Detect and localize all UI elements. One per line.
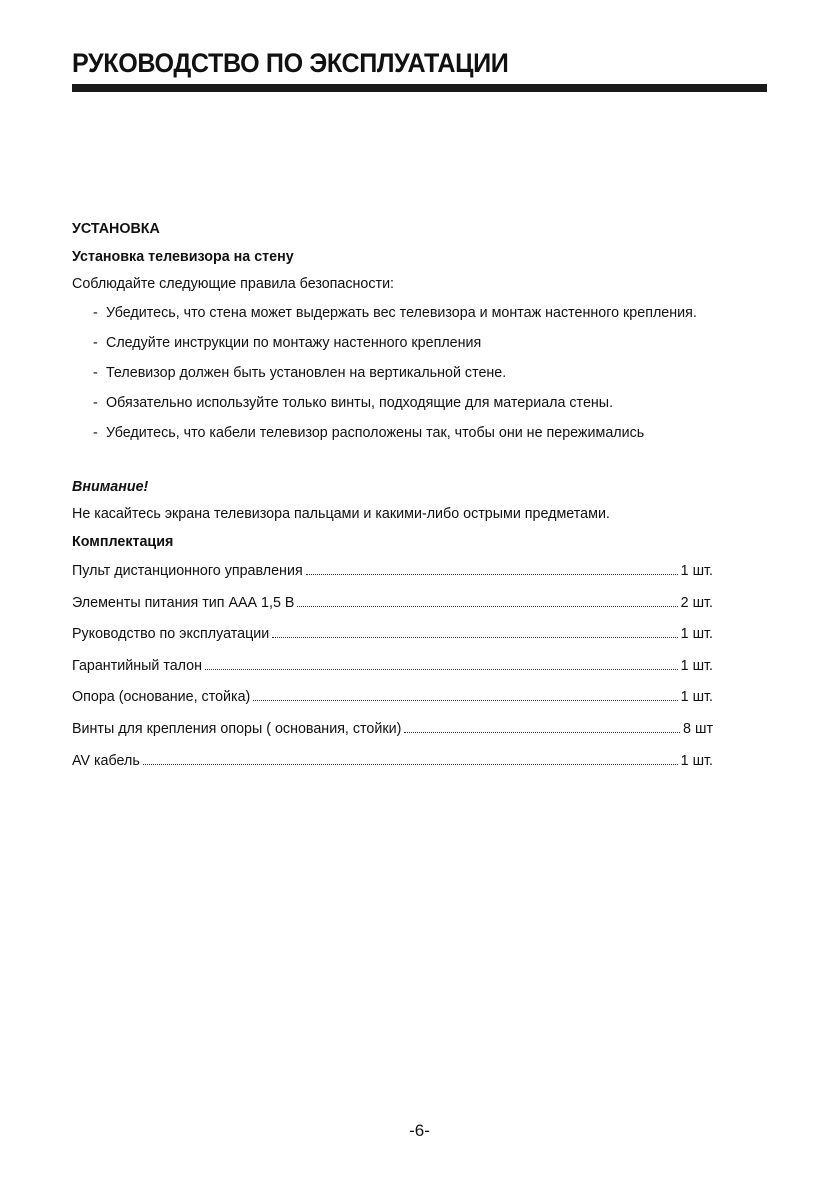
- kit-item-name: Гарантийный талон: [72, 657, 203, 674]
- kit-row: [72, 657, 713, 675]
- bullet-dash: -: [93, 335, 98, 351]
- dot-leader: [404, 732, 680, 733]
- list-item: [93, 334, 732, 352]
- kit-item-qty: 1 шт.: [680, 657, 713, 674]
- page-number: -6-: [409, 1121, 430, 1140]
- rule-text: Следуйте инструкции по монтажу настенного крепления: [106, 335, 482, 351]
- safety-intro: Соблюдайте следующие правила безопасности:: [72, 276, 395, 292]
- kit-item-qty: 1 шт.: [680, 563, 713, 579]
- kit-item-qty: 1 шт.: [680, 626, 713, 643]
- page-title: РУКОВОДСТВО ПО ЭКСПЛУАТАЦИИ: [72, 48, 509, 78]
- dot-leader: [297, 606, 677, 607]
- kit-item-name: Элементы питания тип ААА 1,5 В: [72, 594, 295, 611]
- warning-title: Внимание!: [72, 479, 149, 495]
- dot-leader: [306, 574, 678, 575]
- kit-item-name: AV кабель: [72, 752, 140, 769]
- dot-leader: [272, 637, 677, 638]
- kit-item-qty: 1 шт.: [680, 752, 713, 769]
- list-item: [93, 394, 732, 412]
- kit-item-name: Опора (основание, стойка): [72, 689, 251, 706]
- bullet-dash: -: [93, 365, 98, 381]
- dot-leader: [143, 764, 678, 765]
- kit-row: [72, 720, 713, 738]
- title-rule: [72, 84, 767, 92]
- kit-item-name: Руководство по эксплуатации: [72, 626, 270, 643]
- rule-text: Обязательно используйте только винты, подходящие для материала стены.: [106, 395, 614, 411]
- subsection-title: Установка телевизора на стену: [72, 249, 294, 265]
- bullet-dash: -: [93, 395, 98, 411]
- safety-rules-list: [72, 304, 732, 442]
- rule-text: Убедитесь, что стена может выдержать вес телевизора и монтаж настенного крепления.: [106, 305, 697, 321]
- kit-title: Комплектация: [72, 534, 174, 550]
- kit-row: [72, 594, 713, 612]
- kit-item-name: Пульт дистанционного управления: [72, 563, 303, 579]
- kit-row: [72, 562, 713, 580]
- list-item: [93, 304, 732, 322]
- list-item: [93, 424, 732, 442]
- section-title: УСТАНОВКА: [72, 221, 160, 237]
- kit-row: [72, 752, 713, 770]
- dot-leader: [253, 700, 677, 701]
- rule-text: Убедитесь, что кабели телевизор расположены так, чтобы они не пережимались: [106, 425, 645, 441]
- kit-row: [72, 625, 713, 643]
- kit-item-qty: 2 шт.: [680, 594, 713, 611]
- kit-item-qty: 1 шт.: [680, 689, 713, 706]
- rule-text: Телевизор должен быть установлен на вертикальной стене.: [106, 365, 507, 381]
- dot-leader: [205, 669, 678, 670]
- kit-row: [72, 688, 713, 706]
- bullet-dash: -: [93, 305, 98, 321]
- kit-list: [72, 562, 732, 770]
- warning-text: Не касайтесь экрана телевизора пальцами и какими-либо острыми предметами.: [72, 506, 610, 522]
- kit-item-qty: 8 шт: [683, 720, 713, 737]
- bullet-dash: -: [93, 425, 98, 441]
- list-item: [93, 364, 732, 382]
- page-content: [72, 220, 732, 783]
- kit-item-name: Винты для крепления опоры ( основания, стойки): [72, 720, 402, 737]
